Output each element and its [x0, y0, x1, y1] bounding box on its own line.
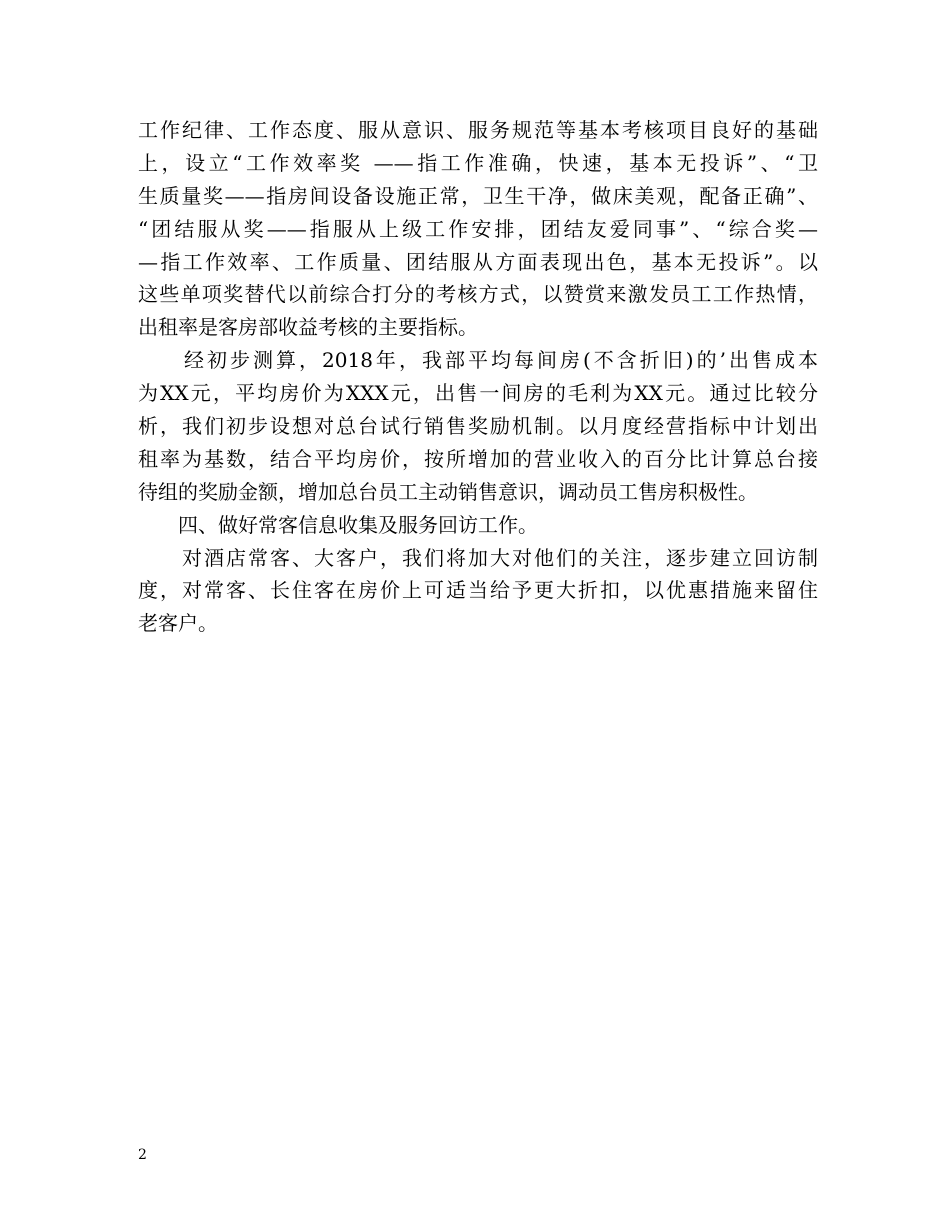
- text-line: 这些单项奖替代以前综合打分的考核方式，以赞赏来激发员工工作热情，: [138, 282, 818, 307]
- text-line: “团结服从奖——指服从上级工作安排，团结友爱同事”、“综合奖—: [138, 216, 818, 241]
- text-line: 对酒店常客、大客户，我们将加大对他们的关注，逐步建立回访制: [138, 545, 818, 570]
- document-body: [138, 114, 818, 640]
- page-number: 2: [138, 1147, 147, 1163]
- text-line: 租率为基数，结合平均房价，按所增加的营业收入的百分比计算总台接: [138, 446, 818, 471]
- text-line: 四、做好常客信息收集及服务回访工作。: [138, 512, 538, 537]
- text-line: 上，设立“工作效率奖 ——指工作准确，快速，基本无投诉”、“卫: [138, 150, 818, 175]
- text-line: 经初步测算，2018年，我部平均每间房(不含折旧)的’出售成本: [138, 348, 818, 373]
- text-line: —指工作效率、工作质量、团结服从方面表现出色，基本无投诉”。以: [138, 249, 818, 274]
- text-line: 度，对常客、长住客在房价上可适当给予更大折扣，以优惠措施来留住: [138, 578, 818, 603]
- text-line: 待组的奖励金额，增加总台员工主动销售意识，调动员工售房积极性。: [138, 479, 758, 504]
- text-line: 生质量奖——指房间设备设施正常，卫生干净，做床美观，配备正确”、: [138, 183, 818, 208]
- text-line: 为XX元，平均房价为XXX元，出售一间房的毛利为XX元。通过比较分: [138, 381, 818, 406]
- text-line: 老客户。: [138, 611, 218, 636]
- text-line: 出租率是客房部收益考核的主要指标。: [138, 315, 478, 340]
- text-line: 析，我们初步设想对总台试行销售奖励机制。以月度经营指标中计划出: [138, 414, 818, 439]
- text-line: 工作纪律、工作态度、服从意识、服务规范等基本考核项目良好的基础: [138, 118, 818, 142]
